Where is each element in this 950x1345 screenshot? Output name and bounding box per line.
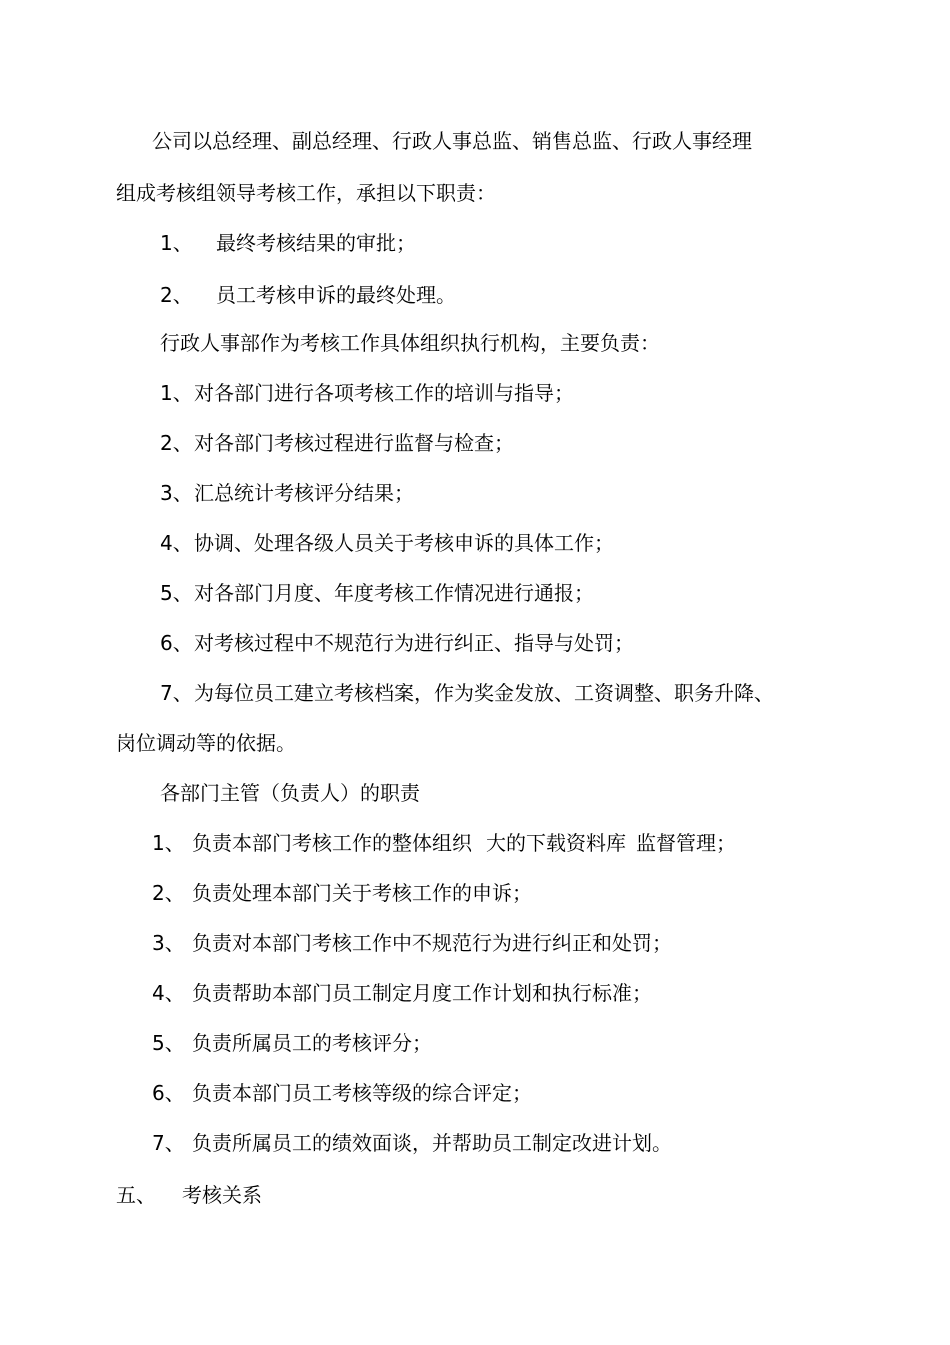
list-number: 6、 [160, 631, 193, 655]
list-number: 1、 [152, 831, 185, 855]
list-number: 2、 [160, 283, 193, 307]
dept-intro: 各部门主管（负责人）的职责 [160, 781, 420, 805]
list-text: 负责对本部门考核工作中不规范行为进行纠正和处罚； [192, 931, 672, 955]
list-text: 负责处理本部门关于考核工作的申诉； [192, 881, 532, 905]
hr-intro: 行政人事部作为考核工作具体组织执行机构，主要负责： [160, 331, 660, 355]
list-item [160, 530, 614, 556]
section-number: 五、 [116, 1183, 156, 1207]
list-number: 6、 [152, 1081, 185, 1105]
list-item [152, 1030, 432, 1056]
list-item [152, 980, 652, 1006]
list-number: 3、 [160, 481, 193, 505]
list-text: 负责帮助本部门员工制定月度工作计划和执行标准； [192, 981, 652, 1005]
list-item-continuation: 岗位调动等的依据。 [116, 731, 296, 755]
section-title: 考核关系 [182, 1183, 262, 1207]
list-text: 协调、处理各级人员关于考核申诉的具体工作； [194, 531, 614, 555]
list-number: 5、 [152, 1031, 185, 1055]
list-text-tail: 监督管理； [636, 831, 736, 855]
company-intro-line-2: 组成考核组领导考核工作，承担以下职责： [116, 181, 496, 205]
list-item [160, 680, 774, 706]
list-text: 负责所属员工的考核评分； [192, 1031, 432, 1055]
list-number: 2、 [152, 881, 185, 905]
list-text: 汇总统计考核评分结果； [194, 481, 414, 505]
list-item [152, 1130, 672, 1156]
list-item [160, 380, 574, 406]
list-number: 2、 [160, 431, 193, 455]
list-item [160, 580, 594, 606]
list-text: 为每位员工建立考核档案，作为奖金发放、工资调整、职务升降、 [194, 681, 774, 705]
list-item [152, 880, 532, 906]
list-text: 负责本部门员工考核等级的综合评定； [192, 1081, 532, 1105]
list-number: 4、 [152, 981, 185, 1005]
list-number: 1、 [160, 381, 193, 405]
list-item [160, 630, 634, 656]
list-text: 对各部门考核过程进行监督与检查； [194, 431, 514, 455]
list-item [152, 1080, 532, 1106]
list-number: 4、 [160, 531, 193, 555]
list-number: 1、 [160, 231, 193, 255]
list-number: 7、 [160, 681, 193, 705]
company-intro-line-1: 公司以总经理、副总经理、行政人事总监、销售总监、行政人事经理 [152, 129, 752, 153]
list-text: 负责本部门考核工作的整体组织 [192, 831, 472, 855]
list-item [160, 282, 456, 308]
list-number: 5、 [160, 581, 193, 605]
list-text: 对各部门进行各项考核工作的培训与指导； [194, 381, 574, 405]
list-item [160, 480, 414, 506]
list-item [160, 430, 514, 456]
list-text: 最终考核结果的审批； [216, 231, 416, 255]
list-item [160, 230, 416, 256]
list-item [152, 830, 736, 856]
list-text: 员工考核申诉的最终处理。 [216, 283, 456, 307]
list-text: 对各部门月度、年度考核工作情况进行通报； [194, 581, 594, 605]
section-heading [116, 1182, 262, 1208]
watermark-text: 大的下载资料库 [486, 831, 626, 855]
list-number: 7、 [152, 1131, 185, 1155]
list-text: 负责所属员工的绩效面谈，并帮助员工制定改进计划。 [192, 1131, 672, 1155]
list-item [152, 930, 672, 956]
list-text: 对考核过程中不规范行为进行纠正、指导与处罚； [194, 631, 634, 655]
list-number: 3、 [152, 931, 185, 955]
